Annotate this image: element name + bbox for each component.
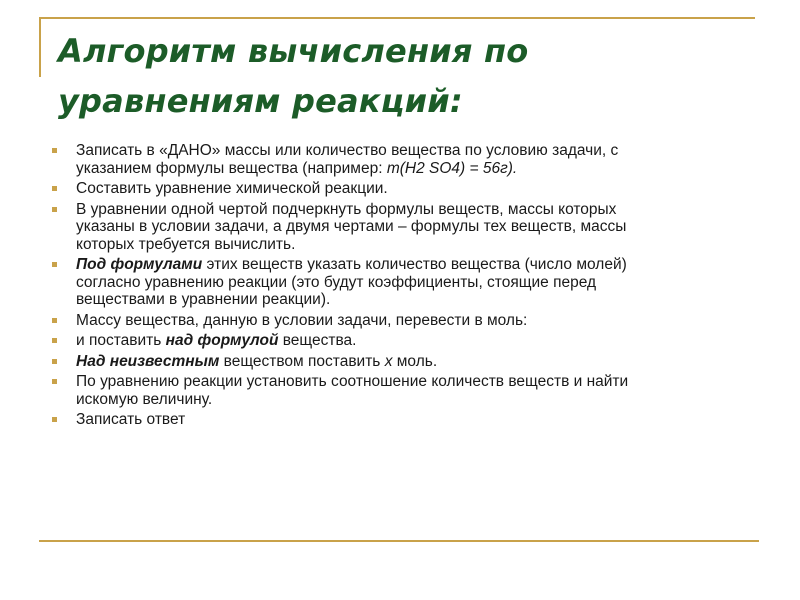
bullet-text: и поставить	[76, 332, 166, 349]
bullet-text: Составить уравнение химической реакции.	[76, 180, 388, 197]
bullet-text: которых требуется вычислить.	[76, 235, 296, 253]
left-accent-line	[39, 17, 41, 77]
bullet-list	[52, 142, 752, 432]
emphasis-text: Под формулами	[76, 256, 203, 273]
bullet-text: Массу вещества, данную в условии задачи, перевести в моль:	[76, 311, 528, 329]
bullet-text-line	[76, 160, 752, 178]
emphasis-text: Над неизвестным	[76, 352, 220, 370]
bullet-item	[52, 180, 752, 198]
bullet-item	[52, 201, 752, 254]
bullet-text-line	[76, 332, 752, 350]
bullet-item	[52, 353, 752, 371]
bullet-item	[52, 256, 752, 309]
slide-title-line-1: Алгоритм вычисления по	[58, 32, 529, 70]
variable-x: х	[384, 352, 393, 370]
bullet-item	[52, 332, 752, 350]
bullet-item	[52, 373, 752, 408]
bullet-text: этих веществ указать количество вещества (число молей)	[202, 256, 627, 273]
bullet-text: искомую величину.	[76, 390, 213, 408]
square-bullet-icon	[52, 417, 57, 422]
bullet-text: Записать ответ	[76, 411, 186, 428]
formula-example: m(H2 SO4) = 56г).	[386, 159, 518, 177]
square-bullet-icon	[52, 262, 57, 267]
bullet-text: указаны в условии задачи, а двумя чертами – формулы тех веществ, массы	[76, 218, 627, 235]
bullet-text: По уравнению реакции установить соотношение количеств веществ и найти	[76, 373, 629, 390]
square-bullet-icon	[52, 148, 57, 153]
bullet-item	[52, 142, 752, 177]
bullet-text: вещества.	[278, 332, 357, 349]
bullet-text: Записать в «ДАНО» массы или количество вещества по условию задачи, с	[76, 142, 619, 159]
square-bullet-icon	[52, 338, 57, 343]
slide-title	[58, 26, 758, 126]
emphasis-text: над формулой	[165, 332, 279, 349]
square-bullet-icon	[52, 207, 57, 212]
bullet-item	[52, 411, 752, 429]
square-bullet-icon	[52, 359, 57, 364]
bullet-text: указанием формулы вещества (например:	[76, 159, 387, 177]
bullet-text: В уравнении одной чертой подчеркнуть формулы веществ, массы которых	[76, 200, 617, 218]
bullet-text-line	[76, 353, 752, 371]
bullet-text: согласно уравнению реакции (это будут коэффициенты, стоящие перед	[76, 273, 597, 291]
square-bullet-icon	[52, 186, 57, 191]
bullet-item	[52, 312, 752, 330]
top-divider	[39, 17, 755, 19]
bullet-text: веществами в уравнении реакции).	[76, 291, 331, 308]
bullet-text: моль.	[392, 352, 438, 370]
slide-title-line-2: уравнениям реакций:	[58, 82, 463, 120]
bottom-divider	[39, 540, 759, 542]
square-bullet-icon	[52, 379, 57, 384]
square-bullet-icon	[52, 318, 57, 323]
bullet-text-line	[76, 256, 752, 274]
bullet-text: веществом поставить	[219, 352, 385, 370]
